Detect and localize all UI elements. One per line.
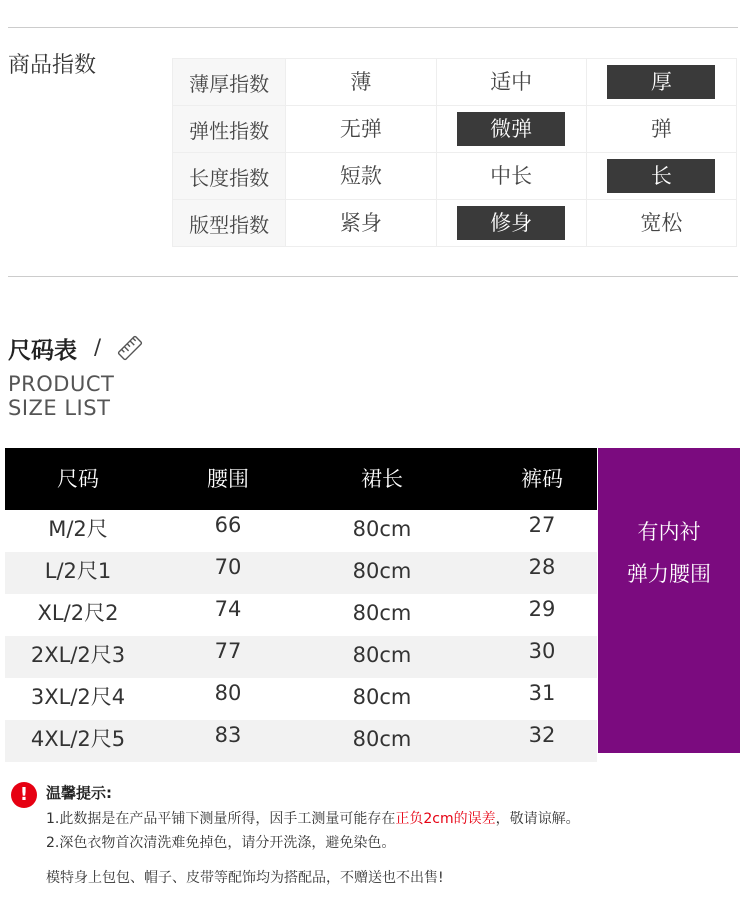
tip-line-1-a: 1.此数据是在产品平铺下测量所得，因手工测量可能存在 xyxy=(46,811,396,827)
index-section-title: 商品指数 xyxy=(8,53,97,78)
size-table-cell: 77 xyxy=(214,639,242,663)
subtitle-line-1: PRODUCT xyxy=(8,372,115,396)
index-option-cell xyxy=(436,106,586,153)
title-slash: / xyxy=(94,335,102,359)
size-table-cell: 32 xyxy=(528,723,556,747)
index-option-cell xyxy=(586,153,736,200)
tip-line-2: 2.深色衣物首次清洗难免掉色，请分开洗涤，避免染色。 xyxy=(46,835,396,851)
index-row xyxy=(173,153,737,200)
index-option: 无弹 xyxy=(339,117,382,141)
size-table-title: 尺码表 xyxy=(8,338,77,364)
index-option-selected: 微弹 xyxy=(457,112,565,146)
index-option-selected: 修身 xyxy=(457,206,565,240)
index-row xyxy=(173,106,737,153)
index-option: 薄 xyxy=(350,70,372,94)
size-table-cell: 28 xyxy=(528,555,556,579)
size-table-cell: 80cm xyxy=(352,643,412,667)
tips-title: 温馨提示: xyxy=(46,784,112,802)
size-table-cell: L/2尺1 xyxy=(44,559,112,583)
index-row-label: 长度指数 xyxy=(173,153,286,200)
size-table-cell: 80 xyxy=(214,681,242,705)
size-table-cell: 74 xyxy=(214,597,242,621)
size-table-cell: 80cm xyxy=(352,559,412,583)
index-row-label: 薄厚指数 xyxy=(173,59,286,106)
ruler-icon xyxy=(116,334,144,362)
size-table-cell: 2XL/2尺3 xyxy=(30,643,126,667)
size-table-header-cell: 裤码 xyxy=(521,467,563,491)
size-table-cell: 30 xyxy=(528,639,556,663)
index-row-label: 版型指数 xyxy=(173,200,286,247)
index-option-cell xyxy=(586,200,736,247)
size-table-cell: 3XL/2尺4 xyxy=(30,685,126,709)
index-option-cell xyxy=(286,59,436,106)
tip-line-3: 模特身上包包、帽子、皮带等配饰均为搭配品，不赠送也不出售! xyxy=(46,870,444,886)
index-option: 短款 xyxy=(339,164,382,188)
alert-icon: ! xyxy=(11,782,37,808)
size-table-cell: 31 xyxy=(528,681,556,705)
index-option-cell xyxy=(286,106,436,153)
size-table-cell: 29 xyxy=(528,597,556,621)
size-table-cell: 4XL/2尺5 xyxy=(30,727,126,751)
size-table-cell: 27 xyxy=(528,513,556,537)
size-table-header-cell: 腰围 xyxy=(207,467,249,491)
size-table-cell: 66 xyxy=(214,513,242,537)
top-divider xyxy=(8,27,738,28)
size-table-cell: M/2尺 xyxy=(48,517,108,541)
tip-line-1-highlight: 正负2cm的误差 xyxy=(395,811,496,827)
index-row xyxy=(173,59,737,106)
subtitle-line-2: SIZE LIST xyxy=(8,396,111,420)
size-table-cell: 83 xyxy=(214,723,242,747)
size-table-cell: 80cm xyxy=(352,727,412,751)
index-option: 弹 xyxy=(650,117,672,141)
index-table xyxy=(172,58,737,247)
product-size-list-subtitle xyxy=(8,372,114,420)
index-row-label: 弹性指数 xyxy=(173,106,286,153)
size-table-cell: XL/2尺2 xyxy=(37,601,119,625)
index-option-cell xyxy=(286,200,436,247)
size-table-cell: 80cm xyxy=(352,517,412,541)
middle-divider xyxy=(8,276,738,277)
index-option-cell xyxy=(286,153,436,200)
index-option-selected: 长 xyxy=(607,159,715,193)
size-table-header-cell: 裙长 xyxy=(361,467,403,491)
tip-line-1 xyxy=(46,808,580,828)
index-option-cell xyxy=(436,153,586,200)
side-note-elastic-waist: 弹力腰围 xyxy=(627,562,711,586)
size-table-cell: 80cm xyxy=(352,685,412,709)
index-option: 适中 xyxy=(490,70,533,94)
index-option-cell xyxy=(586,59,736,106)
side-note-lining: 有内衬 xyxy=(637,520,701,544)
index-row xyxy=(173,200,737,247)
index-option-cell xyxy=(436,59,586,106)
side-note-panel xyxy=(598,448,740,753)
size-table-cell: 70 xyxy=(214,555,242,579)
size-table-header-cell: 尺码 xyxy=(57,467,99,491)
index-option-cell xyxy=(586,106,736,153)
tip-line-1-b: ，敬请谅解。 xyxy=(495,811,580,827)
size-table-cell: 80cm xyxy=(352,601,412,625)
index-option-cell xyxy=(436,200,586,247)
index-option: 中长 xyxy=(490,164,533,188)
index-option: 宽松 xyxy=(640,211,683,235)
index-option-selected: 厚 xyxy=(607,65,715,99)
index-option: 紧身 xyxy=(339,211,382,235)
